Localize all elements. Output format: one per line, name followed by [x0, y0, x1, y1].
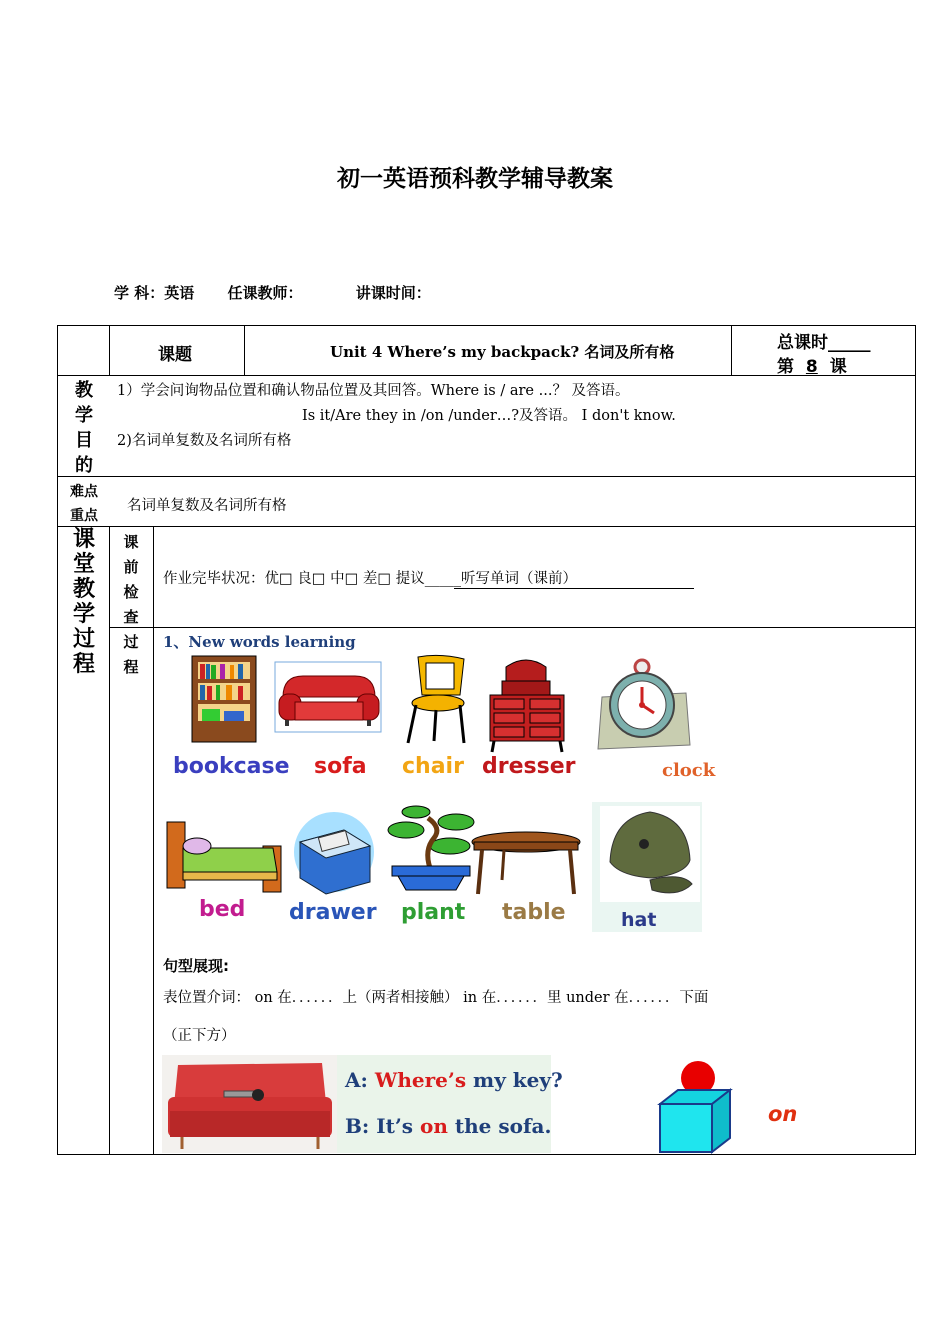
pattern-title: 句型展现: — [163, 957, 229, 975]
goal-line-3: 2)名词单复数及名词所有格 — [117, 433, 292, 449]
plant-icon — [386, 806, 478, 892]
table-icon — [470, 830, 582, 896]
topic-title: Unit 4 Where’s my backpack? 名词及所有格 — [330, 343, 675, 361]
goal-line-1: 1）学会问询物品位置和确认物品位置及其回答。Where is / are ...？ 及答语。 — [117, 383, 630, 399]
subject-field: 学 科：英语 — [114, 284, 195, 302]
dictation-field: _听写单词（课前） — [454, 567, 694, 589]
cube-ball-icon — [658, 1060, 736, 1154]
sofa-key-image — [162, 1055, 338, 1153]
prep-line-2: （正下方） — [163, 1028, 236, 1044]
precheck-label: 课 前 检 查 — [123, 533, 139, 626]
bed-icon — [163, 818, 287, 898]
on-label: on — [768, 1102, 798, 1126]
example-b: B: It’s on the sofa. — [345, 1114, 552, 1138]
word-clock: clock — [662, 760, 716, 781]
clock-icon — [594, 657, 692, 757]
process-label: 课 堂 教 学 过 程 — [72, 527, 95, 677]
document-title: 初一英语预科教学辅导教案 — [337, 166, 613, 192]
word-dresser: dresser — [482, 754, 576, 779]
sofa-icon — [275, 662, 383, 734]
precheck-content: 作业完毕状况：优□ 良□ 中□ 差□ 提议_____听写单词（课前） — [163, 567, 694, 589]
lesson-suffix: 课 — [829, 357, 847, 377]
word-chair: chair — [402, 754, 464, 779]
word-plant: plant — [401, 900, 466, 925]
proc-label: 过 程 — [123, 633, 139, 676]
time-field: 讲课时间： — [355, 284, 431, 302]
goal-line-2: Is it/Are they in /on /under…?及答语。 I don't know. — [302, 408, 676, 424]
bookcase-icon — [190, 656, 260, 746]
example-a: A: Where’s my key? — [345, 1068, 563, 1092]
lesson-prefix: 第 — [777, 357, 794, 377]
word-bookcase: bookcase — [173, 754, 290, 779]
dresser-icon — [486, 655, 568, 753]
goals-label: 教 学 目 的 — [75, 380, 93, 476]
chair-icon — [400, 655, 470, 745]
word-table: table — [502, 900, 566, 925]
word-hat: hat — [621, 909, 657, 931]
total-hours: 总课时_____ — [777, 333, 871, 353]
meta-line — [114, 282, 459, 303]
word-bed: bed — [199, 897, 246, 922]
lesson-number: 8 — [805, 357, 818, 377]
topic-label: 课题 — [158, 345, 192, 365]
keypoints-content: 名词单复数及名词所有格 — [127, 498, 287, 514]
lesson-number-line — [777, 352, 847, 377]
teacher-field: 任课教师： — [227, 284, 303, 302]
keypoints-label: 难点 重点 — [70, 484, 98, 524]
word-drawer: drawer — [289, 900, 377, 925]
word-sofa: sofa — [314, 754, 367, 779]
drawer-icon — [290, 812, 378, 892]
prep-line: 表位置介词： on 在．．．．．．上（两者相接触） in 在．．．．．．里 under 在．．．．．．下面 — [163, 990, 709, 1006]
section1-title: 1、New words learning — [163, 633, 356, 651]
